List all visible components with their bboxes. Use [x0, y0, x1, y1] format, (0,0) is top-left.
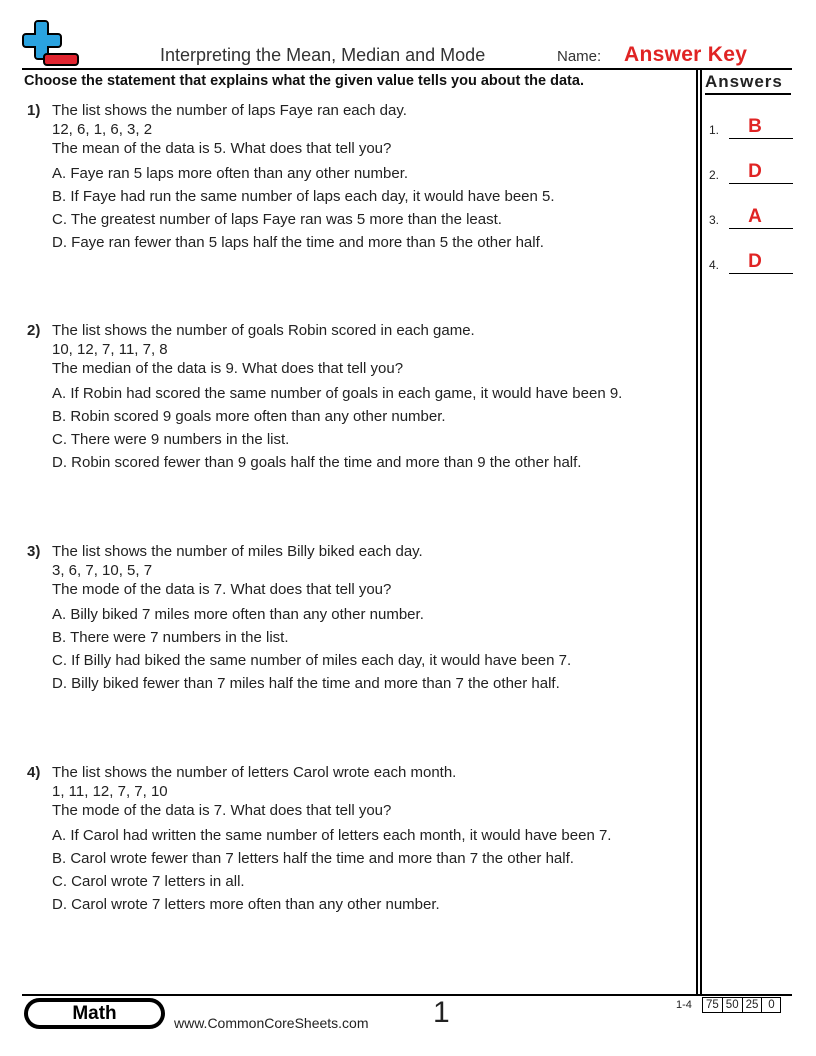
question-number: 4)	[27, 764, 41, 781]
option-b: B. Carol wrote fewer than 7 letters half the time and more than 7 the other half.	[52, 850, 574, 867]
question-number: 1)	[27, 102, 41, 119]
subject-badge-label: Math	[28, 1002, 161, 1025]
answer-value: D	[748, 161, 762, 182]
question-ask: The mode of the data is 7. What does that tell you?	[52, 802, 392, 819]
page-number: 1	[433, 996, 450, 1029]
answer-row-3	[709, 207, 793, 229]
logo-icon	[22, 20, 80, 68]
question-prompt: The list shows the number of goals Robin scored in each game.	[52, 322, 475, 339]
answers-heading-underline	[705, 93, 791, 95]
option-a: A. Billy biked 7 miles more often than any other number.	[52, 606, 424, 623]
top-divider	[22, 68, 792, 70]
option-b: B. Robin scored 9 goals more often than any other number.	[52, 408, 446, 425]
question-2	[27, 321, 687, 474]
score-cell: 50	[723, 998, 743, 1012]
option-c: C. The greatest number of laps Faye ran was 5 more than the least.	[52, 211, 502, 228]
question-data-list: 1, 11, 12, 7, 7, 10	[52, 783, 168, 800]
option-d: D. Robin scored fewer than 9 goals half the time and more than 9 the other half.	[52, 454, 582, 471]
score-cell: 75	[703, 998, 723, 1012]
question-4	[27, 763, 687, 916]
page-title: Interpreting the Mean, Median and Mode	[160, 45, 486, 65]
column-divider-right	[700, 68, 702, 995]
question-number: 2)	[27, 322, 41, 339]
option-c: C. Carol wrote 7 letters in all.	[52, 873, 245, 890]
column-divider-left	[696, 68, 698, 995]
option-a: A. If Robin had scored the same number of goals in each game, it would have been 9.	[52, 385, 623, 402]
score-range: 1-4	[676, 999, 692, 1011]
answer-number: 4.	[709, 258, 720, 272]
option-c: C. If Billy had biked the same number of miles each day, it would have been 7.	[52, 652, 572, 669]
question-3	[27, 542, 687, 695]
bottom-divider	[22, 994, 792, 996]
subject-badge	[24, 998, 165, 1029]
question-ask: The mean of the data is 5. What does that tell you?	[52, 140, 392, 157]
question-prompt: The list shows the number of laps Faye ran each day.	[52, 102, 407, 119]
instructions: Choose the statement that explains what the given value tells you about the data.	[24, 73, 584, 89]
option-d: D. Faye ran fewer than 5 laps half the time and more than 5 the other half.	[52, 234, 544, 251]
question-data-list: 12, 6, 1, 6, 3, 2	[52, 121, 153, 138]
option-a: A. If Carol had written the same number of letters each month, it would have been 7.	[52, 827, 612, 844]
option-a: A. Faye ran 5 laps more often than any other number.	[52, 165, 409, 182]
answer-value: A	[748, 206, 762, 227]
option-b: B. If Faye had run the same number of laps each day, it would have been 5.	[52, 188, 555, 205]
answer-number: 3.	[709, 213, 720, 227]
question-ask: The median of the data is 9. What does that tell you?	[52, 360, 404, 377]
answer-value: D	[748, 251, 762, 272]
answer-key-label: Answer Key	[624, 43, 748, 66]
answer-row-4	[709, 252, 793, 274]
score-cell: 25	[743, 998, 763, 1012]
answer-value: B	[748, 116, 762, 137]
answer-number: 2.	[709, 168, 720, 182]
answer-line	[729, 228, 793, 230]
answer-line	[729, 138, 793, 140]
question-ask: The mode of the data is 7. What does that tell you?	[52, 581, 392, 598]
website-link[interactable]: www.CommonCoreSheets.com	[174, 1015, 369, 1031]
option-d: D. Carol wrote 7 letters more often than any other number.	[52, 896, 440, 913]
score-boxes	[702, 997, 781, 1013]
option-b: B. There were 7 numbers in the list.	[52, 629, 289, 646]
answer-line	[729, 183, 793, 185]
answer-row-1	[709, 117, 793, 139]
question-number: 3)	[27, 543, 41, 560]
name-label: Name:	[557, 48, 602, 65]
question-data-list: 10, 12, 7, 11, 7, 8	[52, 341, 168, 358]
answer-row-2	[709, 162, 793, 184]
score-cell: 0	[768, 999, 775, 1011]
answer-number: 1.	[709, 123, 720, 137]
option-d: D. Billy biked fewer than 7 miles half the time and more than 7 the other half.	[52, 675, 560, 692]
option-c: C. There were 9 numbers in the list.	[52, 431, 290, 448]
question-1	[27, 101, 687, 254]
question-prompt: The list shows the number of miles Billy biked each day.	[52, 543, 423, 560]
question-data-list: 3, 6, 7, 10, 5, 7	[52, 562, 153, 579]
question-prompt: The list shows the number of letters Carol wrote each month.	[52, 764, 457, 781]
answer-line	[729, 273, 793, 275]
answers-heading: Answers	[705, 72, 783, 91]
